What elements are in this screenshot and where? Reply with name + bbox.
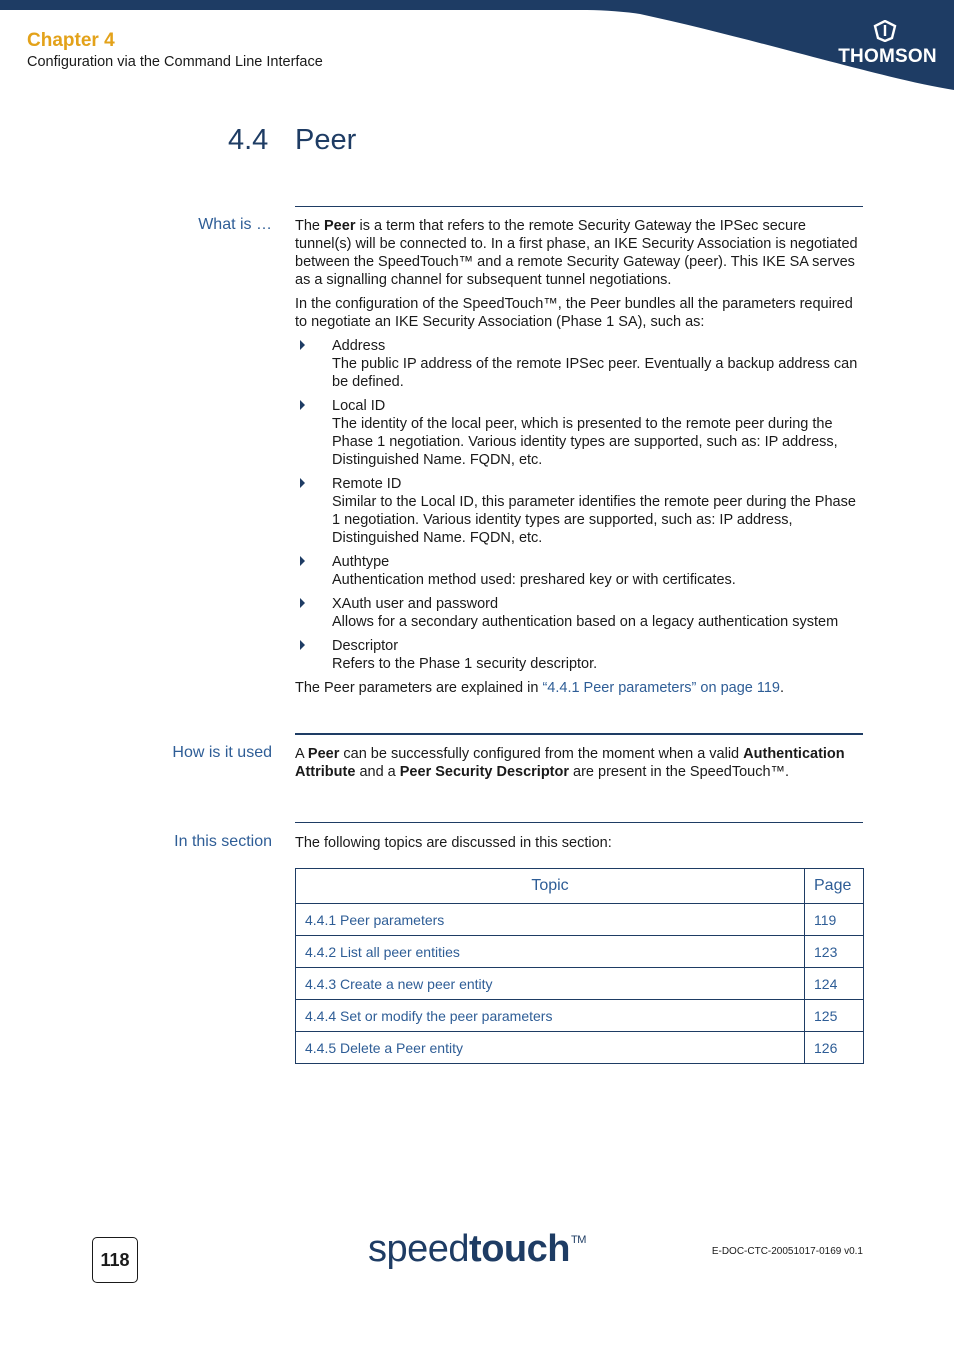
topic-link[interactable]: 4.4.1 Peer parameters [296, 904, 805, 936]
rule-in-section [295, 822, 863, 823]
table-row [296, 968, 864, 1000]
bullet-arrow-icon [300, 340, 305, 350]
list-item: Local ID The identity of the local peer, which is presented to the remote peer during the Phase 1 negotiation. Various identity types are supported, such as: IP address, Distinguished Name. FQDN, etc. [295, 397, 863, 469]
list-item: XAuth user and password Allows for a secondary authentication based on a legacy authentication system [295, 595, 863, 631]
bullet-arrow-icon [300, 598, 305, 608]
label-what-is: What is … [198, 216, 272, 233]
topic-link[interactable]: 4.4.4 Set or modify the peer parameters [296, 1000, 805, 1032]
page-link[interactable]: 124 [805, 968, 864, 1000]
table-row [296, 936, 864, 968]
how-used-paragraph: A Peer can be successfully configured from the moment when a valid Authentication Attribute and a Peer Security Descriptor are present in the SpeedTouch™. [295, 746, 845, 780]
bullet-arrow-icon [300, 640, 305, 650]
in-section-intro: The following topics are discussed in this section: [295, 835, 612, 851]
page-link[interactable]: 125 [805, 1000, 864, 1032]
logo-wordmark: THOMSON [838, 46, 937, 67]
what-is-body [295, 217, 863, 703]
how-used-body [295, 745, 863, 787]
label-how-used: How is it used [172, 744, 272, 761]
rule-what-is [295, 206, 863, 207]
section-name: Peer [295, 124, 357, 156]
list-item: Descriptor Refers to the Phase 1 security descriptor. [295, 637, 863, 673]
chapter-subtitle: Configuration via the Command Line Interface [27, 54, 323, 70]
list-item: Remote ID Similar to the Local ID, this parameter identifies the remote peer during the Phase 1 negotiation. Various identity types are supported, such as: IP address, Distinguished Name. FQDN, etc. [295, 475, 863, 547]
what-is-paragraph-1: The Peer is a term that refers to the remote Security Gateway the IPSec secure tunnel(s) will be connected to. In a first phase, an IKE Security Association is negotiated between the SpeedTouch™ and a remote Security Gateway (peer). This IKE SA serves as a signalling channel for subsequent tunnel negotiations. [295, 218, 858, 288]
parameter-list [295, 337, 863, 673]
chapter-label: Chapter 4 [27, 30, 115, 51]
header-band [0, 0, 954, 95]
section-title [228, 124, 356, 157]
topic-link[interactable]: 4.4.5 Delete a Peer entity [296, 1032, 805, 1064]
thomson-logo [835, 20, 940, 72]
table-row [296, 1032, 864, 1064]
label-in-section: In this section [174, 833, 272, 850]
rule-how-used [295, 733, 863, 735]
peer-parameters-link[interactable]: “4.4.1 Peer parameters” on page 119 [542, 680, 780, 696]
bullet-arrow-icon [300, 556, 305, 566]
column-header-topic: Topic [296, 869, 805, 904]
page-link[interactable]: 119 [805, 904, 864, 936]
page-link[interactable]: 123 [805, 936, 864, 968]
topics-table [295, 868, 864, 1064]
list-item: Address The public IP address of the remote IPSec peer. Eventually a backup address can be defined. [295, 337, 863, 391]
section-number: 4.4 [228, 124, 269, 156]
topic-link[interactable]: 4.4.2 List all peer entities [296, 936, 805, 968]
bullet-arrow-icon [300, 478, 305, 488]
document-id: E-DOC-CTC-20051017-0169 v0.1 [711, 1246, 863, 1257]
topic-link[interactable]: 4.4.3 Create a new peer entity [296, 968, 805, 1000]
bullet-arrow-icon [300, 400, 305, 410]
page-number: 118 [92, 1237, 138, 1283]
what-is-paragraph-2: In the configuration of the SpeedTouch™, the Peer bundles all the parameters required to negotiate an IKE Security Association (Phase 1 SA), such as: [295, 296, 853, 330]
table-row [296, 1000, 864, 1032]
table-row [296, 904, 864, 936]
column-header-page: Page [805, 869, 864, 904]
list-item: Authtype Authentication method used: preshared key or with certificates. [295, 553, 863, 589]
what-is-paragraph-3: The Peer parameters are explained in “4.4.1 Peer parameters” on page 119. [295, 680, 784, 696]
speedtouch-logo: speedtouch™ [368, 1228, 586, 1270]
table-header-row [296, 869, 864, 904]
thomson-logo-icon [873, 20, 897, 42]
page-link[interactable]: 126 [805, 1032, 864, 1064]
